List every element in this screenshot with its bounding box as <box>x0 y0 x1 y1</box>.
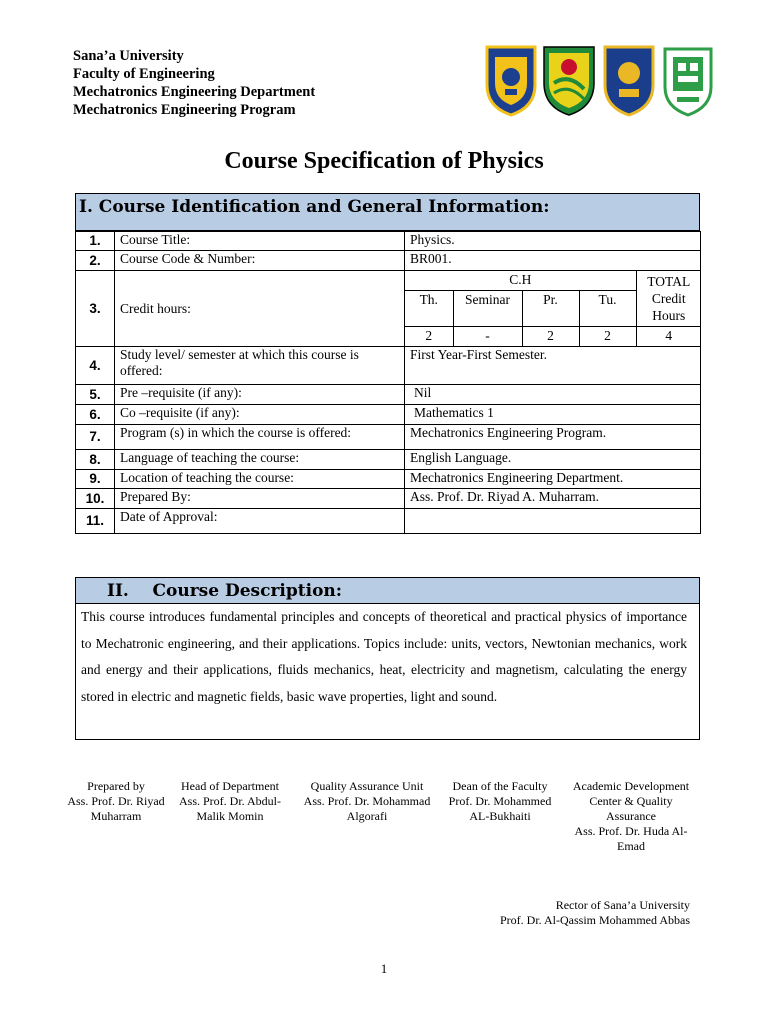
ch-value-total: 4 <box>636 326 701 346</box>
signature-head-of-department <box>174 779 286 824</box>
signature-name: Ass. Prof. Dr. Abdul-Malik Momin <box>178 794 281 823</box>
total-credit-label: TOTAL Credit Hours <box>636 271 701 326</box>
logo-strip <box>483 43 715 117</box>
table-row <box>76 347 701 385</box>
table-row <box>76 509 701 534</box>
signature-name: Ass. Prof. Dr. Mohammad Algorafi <box>303 794 431 823</box>
ch-column-seminar: Seminar <box>453 290 522 326</box>
course-description-text: This course introduces fundamental principles and concepts of theoretical and practical physics of importance to Mechatronic engineering, and their applications. Topics include: units, vectors, Newtonian mechanics, work and energy and their applications, fluids mechanics, heat, electricity and magnetism, calculating the energy stored in electric and magnetic fields, basic wave properties, light and sound. <box>75 604 700 740</box>
table-row <box>76 385 701 405</box>
row-value: Ass. Prof. Dr. Riyad A. Muharram. <box>405 489 701 509</box>
signature-name: Prof. Dr. Mohammed AL-Bukhaiti <box>448 794 552 823</box>
table-row <box>76 271 701 347</box>
row-label: Course Title: <box>115 232 405 251</box>
row-number: 10. <box>76 489 115 509</box>
row-label: Language of teaching the course: <box>115 450 405 470</box>
signature-prepared-by <box>66 779 166 824</box>
rector-signature <box>500 898 690 928</box>
row-value: Nil <box>405 385 701 405</box>
row-value: Mathematics 1 <box>405 405 701 425</box>
credit-hours-cell <box>405 271 701 347</box>
ch-value-seminar: - <box>453 326 522 346</box>
university-seal-icon <box>483 43 539 117</box>
row-value: Mechatronics Engineering Program. <box>405 425 701 450</box>
row-number: 8. <box>76 450 115 470</box>
row-number: 7. <box>76 425 115 450</box>
section-2-heading: II. Course Description: <box>75 577 700 604</box>
signature-name: Ass. Prof. Dr. Huda Al-Emad <box>574 824 688 853</box>
row-value: Mechatronics Engineering Department. <box>405 470 701 489</box>
credit-hours-table <box>405 271 701 346</box>
table-row <box>76 251 701 271</box>
row-label: Co –requisite (if any): <box>115 405 405 425</box>
rector-name: Prof. Dr. Al-Qassim Mohammed Abbas <box>500 913 690 927</box>
signature-name: Ass. Prof. Dr. Riyad Muharram <box>67 794 165 823</box>
ch-value-tutorial: 2 <box>579 326 636 346</box>
rector-role: Rector of Sana’a University <box>555 898 690 912</box>
crest-icon <box>601 43 657 117</box>
row-label: Pre –requisite (if any): <box>115 385 405 405</box>
row-number: 3. <box>76 271 115 347</box>
signature-role: Quality Assurance Unit <box>310 779 424 793</box>
row-value: English Language. <box>405 450 701 470</box>
ch-value-theory: 2 <box>405 326 453 346</box>
page-number: 1 <box>380 961 388 976</box>
signature-academic-development <box>566 779 696 854</box>
section-1-heading: I. Course Identification and General Information: <box>75 193 700 231</box>
signature-dean <box>442 779 558 824</box>
row-label: Location of teaching the course: <box>115 470 405 489</box>
row-number: 5. <box>76 385 115 405</box>
row-number: 1. <box>76 232 115 251</box>
ch-group-label: C.H <box>405 271 636 290</box>
row-value <box>405 509 701 534</box>
faculty-name: Faculty of Engineering <box>73 66 215 82</box>
row-label: Program (s) in which the course is offered: <box>115 425 405 450</box>
signature-role: Academic Development Center & Quality Assurance <box>572 779 690 823</box>
program-logo-icon <box>661 43 715 117</box>
row-number: 6. <box>76 405 115 425</box>
ch-column-practical: Pr. <box>522 290 579 326</box>
row-number: 4. <box>76 347 115 385</box>
row-number: 2. <box>76 251 115 271</box>
ch-column-theory: Th. <box>405 290 453 326</box>
table-row <box>76 405 701 425</box>
document-header <box>73 47 315 119</box>
row-number: 9. <box>76 470 115 489</box>
row-value: BR001. <box>405 251 701 271</box>
row-label: Credit hours: <box>115 271 405 347</box>
signature-quality-assurance <box>300 779 434 824</box>
signature-role: Dean of the Faculty <box>452 779 548 793</box>
table-row <box>76 425 701 450</box>
page-title: Course Specification of Physics <box>224 148 544 174</box>
signature-role: Prepared by <box>87 779 145 793</box>
ch-column-tutorial: Tu. <box>579 290 636 326</box>
program-name: Mechatronics Engineering Program <box>73 102 296 118</box>
faculty-emblem-icon <box>540 43 598 117</box>
university-name: Sana’a University <box>73 48 184 64</box>
row-number: 11. <box>76 509 115 534</box>
row-label: Study level/ semester at which this course is offered: <box>115 347 405 385</box>
row-label: Prepared By: <box>115 489 405 509</box>
signature-role: Head of Department <box>181 779 279 793</box>
row-value: First Year-First Semester. <box>405 347 701 385</box>
ch-value-practical: 2 <box>522 326 579 346</box>
table-row <box>76 489 701 509</box>
table-row <box>76 470 701 489</box>
department-name: Mechatronics Engineering Department <box>73 84 316 100</box>
table-row <box>76 232 701 251</box>
row-label: Date of Approval: <box>115 509 405 534</box>
row-value: Physics. <box>405 232 701 251</box>
course-identification-table <box>75 231 701 534</box>
table-row <box>76 450 701 470</box>
row-label: Course Code & Number: <box>115 251 405 271</box>
